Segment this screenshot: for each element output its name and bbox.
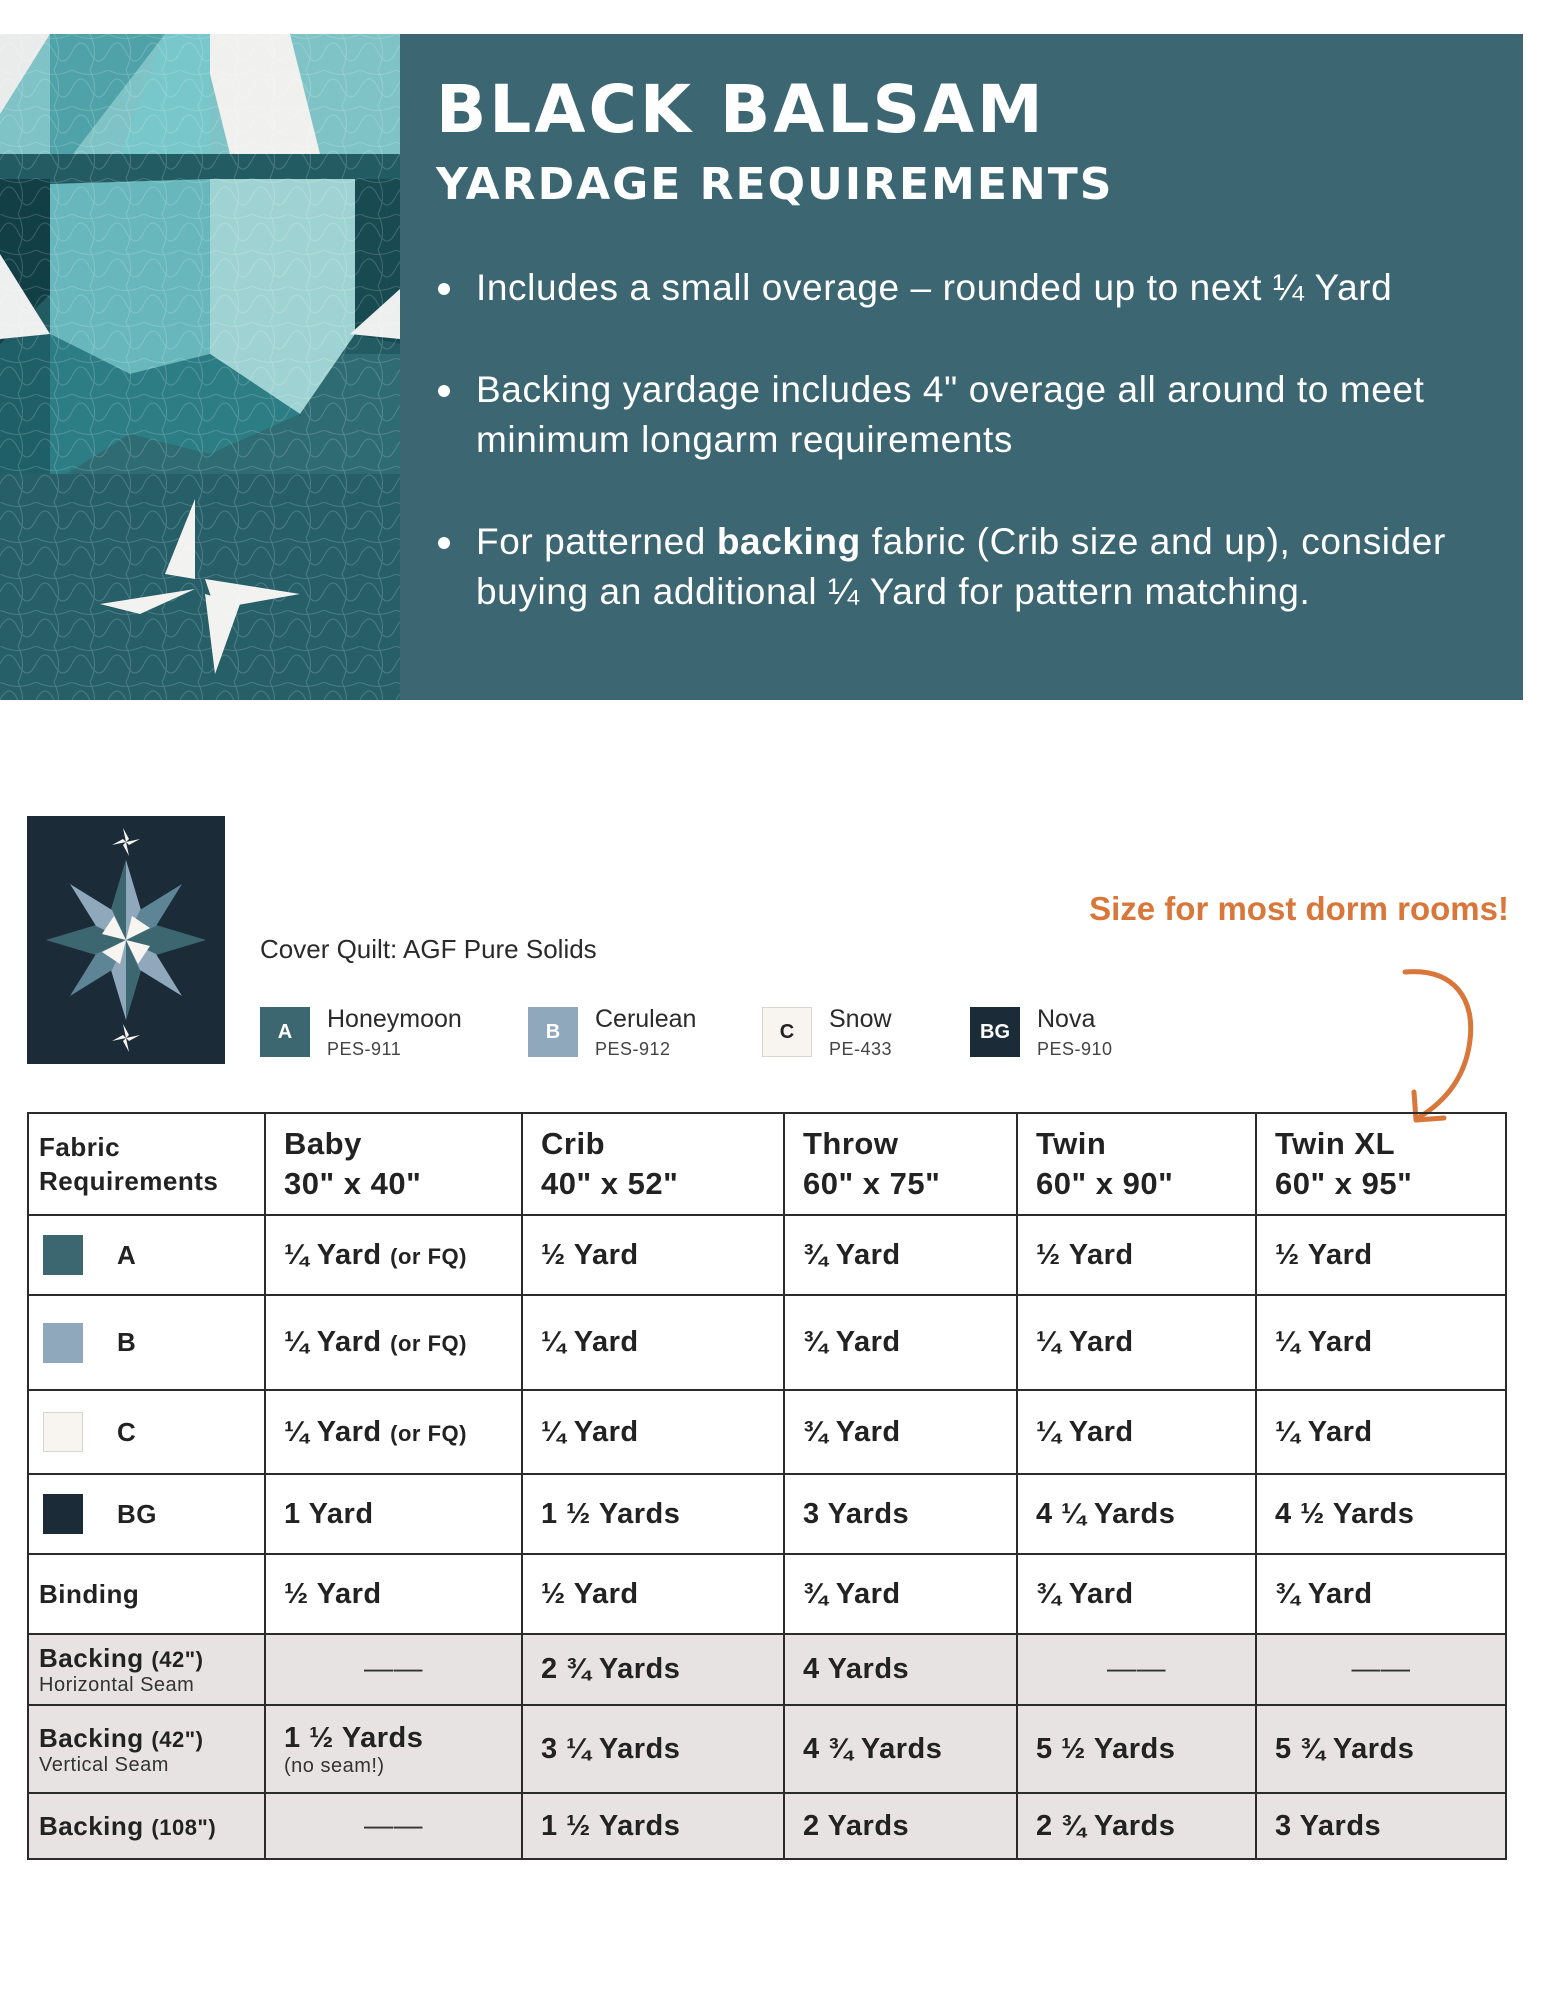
cover-quilt-thumbnail xyxy=(27,816,225,1064)
table-cell: 1 ½ Yards xyxy=(522,1474,784,1554)
note-patterned-backing: For patterned backing fabric (Crib size and up), consider buying an additional ¼ Yard for pattern matching. xyxy=(436,517,1496,617)
row-label: B xyxy=(28,1295,265,1390)
table-row-c xyxy=(28,1390,1506,1474)
table-cell: ¾ Yard xyxy=(784,1390,1017,1474)
table-row-backing-horizontal xyxy=(28,1634,1506,1705)
table-row-bg xyxy=(28,1474,1506,1554)
fabric-requirements-header: Fabric Requirements xyxy=(28,1113,265,1215)
size-header-baby: Baby 30" x 40" xyxy=(265,1113,522,1215)
swatch-name: Nova xyxy=(1037,1005,1096,1033)
table-cell: ¾ Yard xyxy=(784,1554,1017,1634)
table-cell: 3 Yards xyxy=(784,1474,1017,1554)
table-row-a xyxy=(28,1215,1506,1295)
row-label: A xyxy=(28,1215,265,1295)
table-cell: ¾ Yard xyxy=(1256,1554,1506,1634)
fabric-bg-swatch xyxy=(43,1494,83,1534)
table-cell: ¼ Yard (or FQ) xyxy=(265,1390,522,1474)
row-label: Backing (42") Vertical Seam xyxy=(28,1705,265,1793)
table-cell: 5 ½ Yards xyxy=(1017,1705,1256,1793)
table-cell: ¼ Yard xyxy=(522,1295,784,1390)
table-cell: ¼ Yard xyxy=(1017,1390,1256,1474)
table-cell: ½ Yard xyxy=(522,1554,784,1634)
table-cell: —— xyxy=(1017,1634,1256,1705)
table-cell: —— xyxy=(265,1793,522,1859)
swatch-name: Snow xyxy=(829,1005,892,1033)
table-cell: —— xyxy=(1256,1634,1506,1705)
table-cell: ¼ Yard xyxy=(1256,1295,1506,1390)
size-header-throw: Throw 60" x 75" xyxy=(784,1113,1017,1215)
table-cell: ¾ Yard xyxy=(1017,1554,1256,1634)
table-cell: ¼ Yard xyxy=(522,1390,784,1474)
table-cell: 4 ½ Yards xyxy=(1256,1474,1506,1554)
table-cell: ¾ Yard xyxy=(784,1215,1017,1295)
table-cell: ½ Yard xyxy=(265,1554,522,1634)
swatch-code: PES-910 xyxy=(1037,1039,1113,1059)
table-cell: 4 ¼ Yards xyxy=(1017,1474,1256,1554)
table-cell: 2 ¾ Yards xyxy=(522,1634,784,1705)
table-header-row xyxy=(28,1113,1506,1215)
size-header-twin-xl: Twin XL 60" x 95" xyxy=(1256,1113,1506,1215)
swatch-chip-c: C xyxy=(762,1007,812,1057)
swatch-code: PE-433 xyxy=(829,1039,893,1059)
quilt-photo xyxy=(0,34,400,700)
table-cell: 3 Yards xyxy=(1256,1793,1506,1859)
banner-text xyxy=(436,71,1496,669)
table-cell: ¼ Yard xyxy=(1017,1295,1256,1390)
row-label: Backing (42") Horizontal Seam xyxy=(28,1634,265,1705)
dorm-size-callout: Size for most dorm rooms! xyxy=(1089,890,1509,927)
table-cell: ¾ Yard xyxy=(784,1295,1017,1390)
size-header-twin: Twin 60" x 90" xyxy=(1017,1113,1256,1215)
table-cell: 2 Yards xyxy=(784,1793,1017,1859)
page-title: BLACK BALSAM xyxy=(436,71,1046,148)
swatch-name: Cerulean xyxy=(595,1005,697,1033)
table-cell: ¼ Yard (or FQ) xyxy=(265,1215,522,1295)
table-row-b xyxy=(28,1295,1506,1390)
swatch-chip-bg: BG xyxy=(970,1007,1020,1057)
swatch-code: PES-912 xyxy=(595,1039,671,1059)
table-cell: 4 Yards xyxy=(784,1634,1017,1705)
table-cell: 1 Yard xyxy=(265,1474,522,1554)
table-cell: 2 ¾ Yards xyxy=(1017,1793,1256,1859)
curved-arrow-icon xyxy=(1400,960,1480,1135)
swatch-chip-a: A xyxy=(260,1007,310,1057)
note-overage: Includes a small overage – rounded up to next ¼ Yard xyxy=(436,263,1496,313)
yardage-table xyxy=(27,1112,1507,1860)
cover-quilt-label: Cover Quilt: AGF Pure Solids xyxy=(260,934,597,964)
table-cell: 5 ¾ Yards xyxy=(1256,1705,1506,1793)
swatch-name: Honeymoon xyxy=(327,1005,462,1033)
table-cell: ¼ Yard (or FQ) xyxy=(265,1295,522,1390)
notes-list xyxy=(436,263,1496,617)
table-row-binding xyxy=(28,1554,1506,1634)
table-cell: 4 ¾ Yards xyxy=(784,1705,1017,1793)
table-row-backing-108 xyxy=(28,1793,1506,1859)
row-label: Backing (108") xyxy=(28,1793,265,1859)
row-label: BG xyxy=(28,1474,265,1554)
table-cell: 1 ½ Yards (no seam!) xyxy=(265,1705,522,1793)
table-cell: ½ Yard xyxy=(1256,1215,1506,1295)
row-label: Binding xyxy=(28,1554,265,1634)
row-label: C xyxy=(28,1390,265,1474)
table-cell: —— xyxy=(265,1634,522,1705)
fabric-b-swatch xyxy=(43,1323,83,1363)
note-backing-overage: Backing yardage includes 4" overage all around to meet minimum longarm requirements xyxy=(436,365,1496,465)
page-subtitle: YARDAGE REQUIREMENTS xyxy=(436,158,1114,210)
header-banner xyxy=(0,34,1523,700)
table-cell: 3 ¼ Yards xyxy=(522,1705,784,1793)
table-cell: 1 ½ Yards xyxy=(522,1793,784,1859)
fabric-a-swatch xyxy=(43,1235,83,1275)
size-header-crib: Crib 40" x 52" xyxy=(522,1113,784,1215)
table-cell: ¼ Yard xyxy=(1256,1390,1506,1474)
fabric-c-swatch xyxy=(43,1412,83,1452)
table-cell: ½ Yard xyxy=(1017,1215,1256,1295)
table-cell: ½ Yard xyxy=(522,1215,784,1295)
swatch-code: PES-911 xyxy=(327,1039,402,1059)
swatch-chip-b: B xyxy=(528,1007,578,1057)
table-row-backing-vertical xyxy=(28,1705,1506,1793)
